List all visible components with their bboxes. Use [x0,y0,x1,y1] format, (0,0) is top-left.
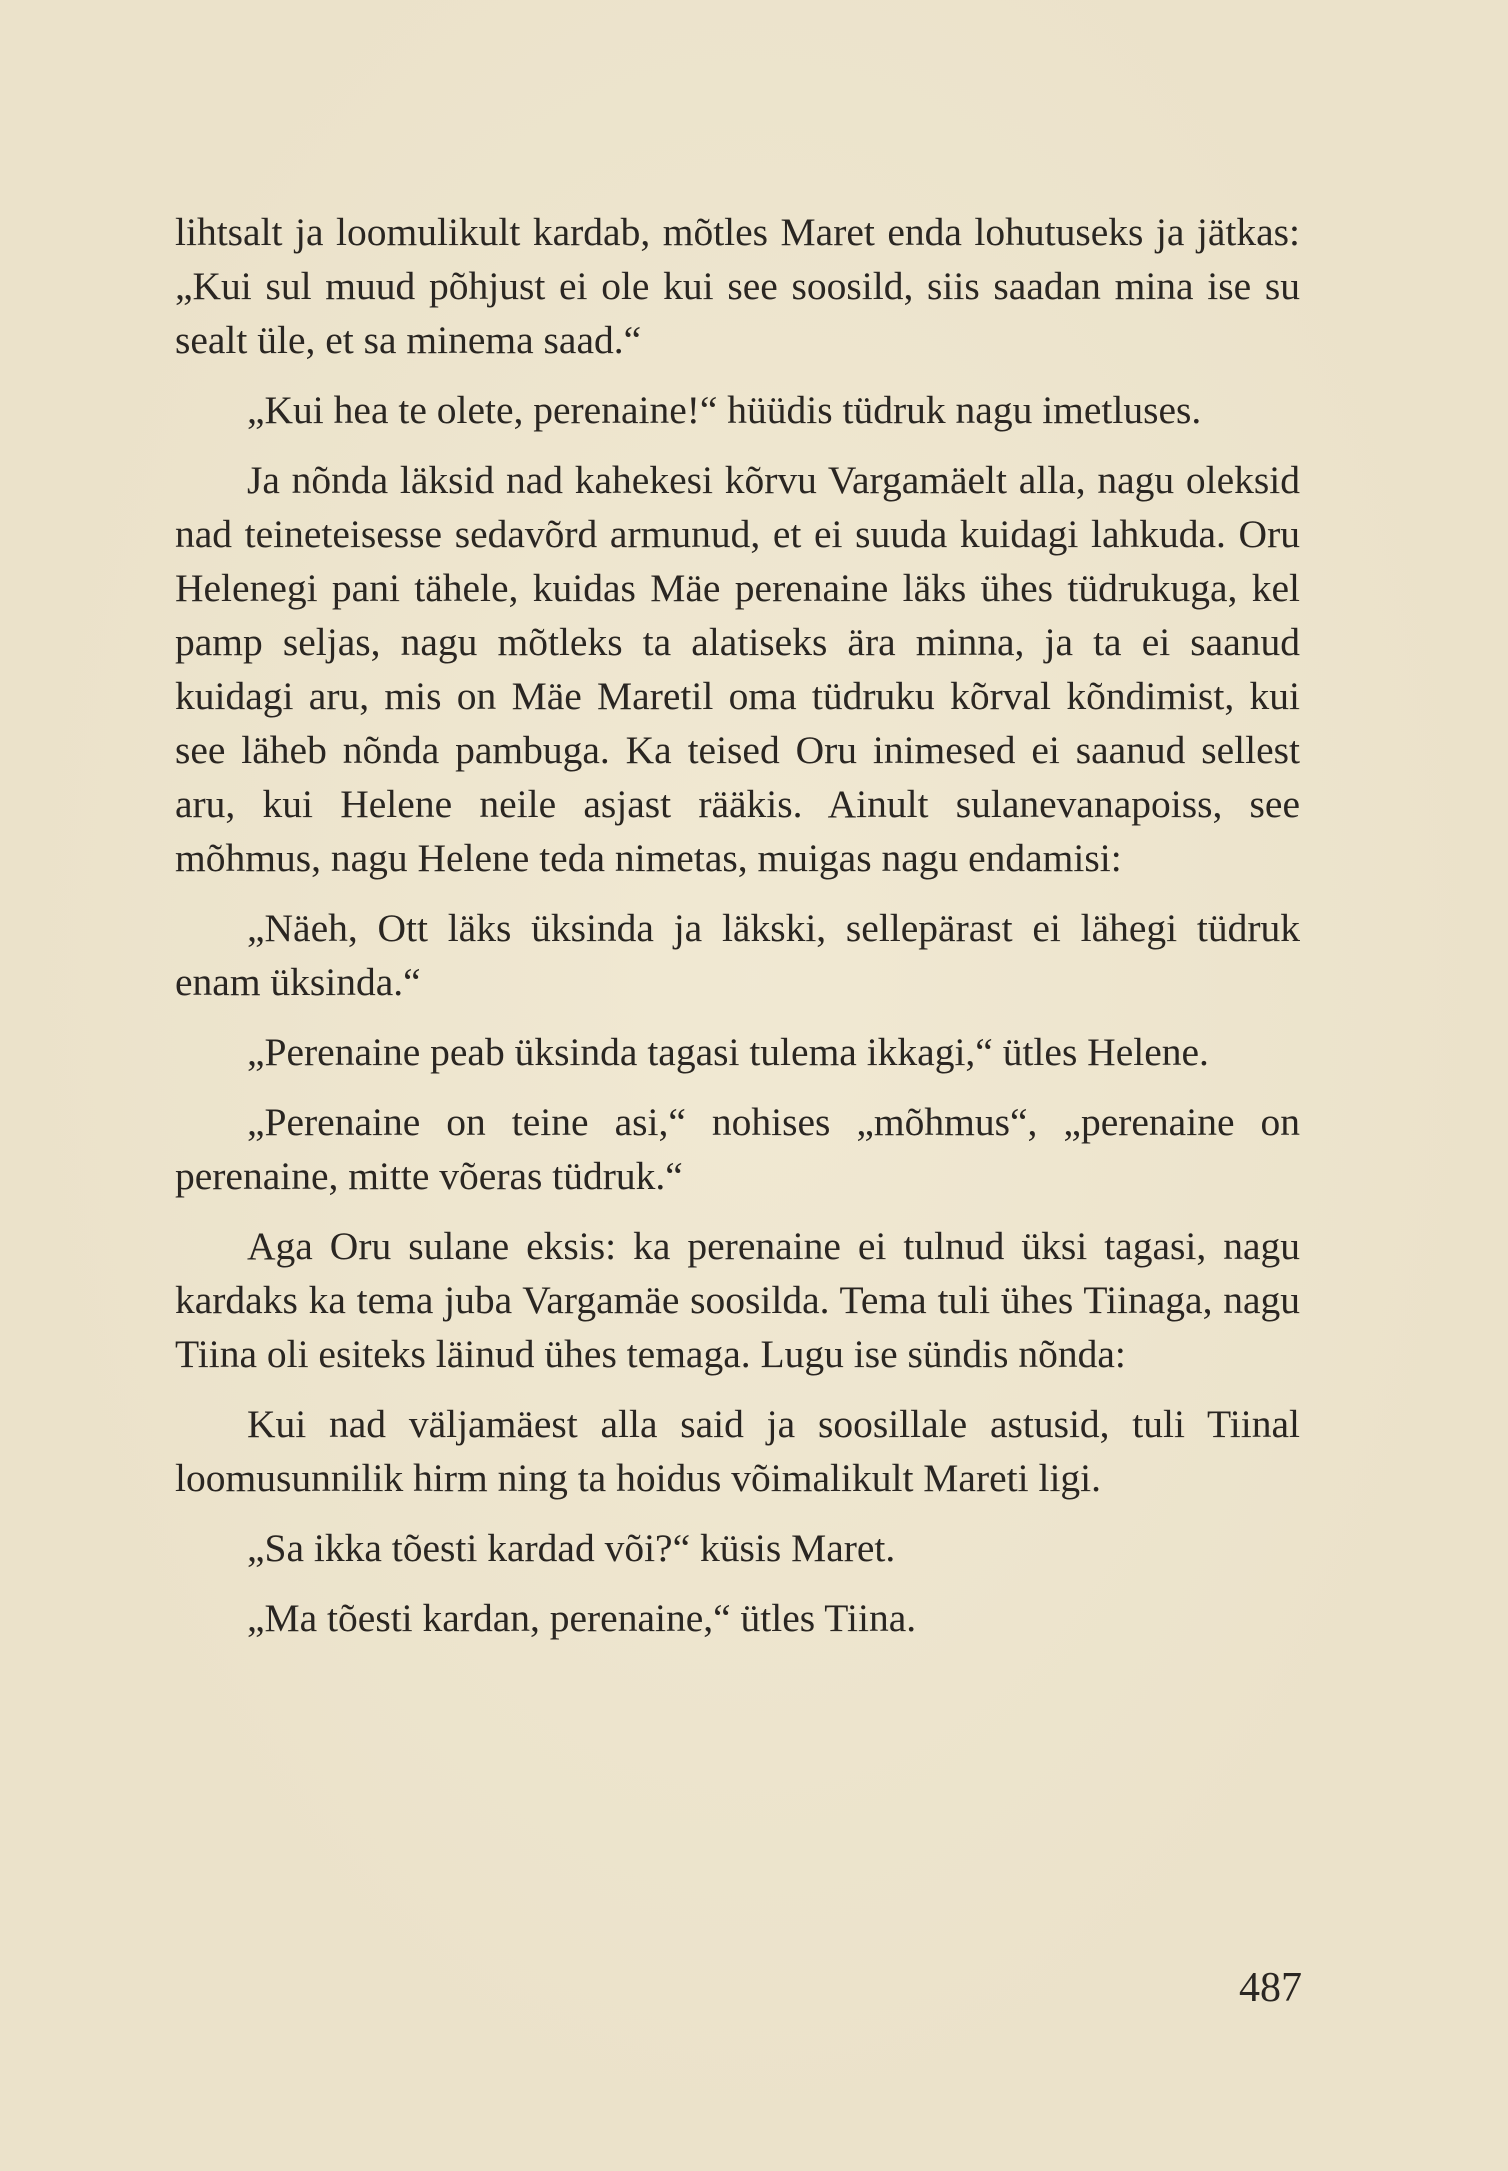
page-number: 487 [1239,1965,1302,2011]
paragraph: „Näeh, Ott läks üksinda ja läkski, sellepärast ei lähegi tüdruk enam üksinda.“ [175,906,1300,1004]
paragraph: „Sa ikka tõesti kardad või?“ küsis Maret. [247,1526,896,1570]
paragraph: lihtsalt ja loomulikult kardab, mõtles Maret enda lohutuseks ja jätkas: „Kui sul muud põhjust ei ole kui see soosild, siis saadan mina ise su sealt üle, et sa minema saad.“ [175,210,1300,362]
page-text [175,205,1300,1645]
paragraph: Aga Oru sulane eksis: ka perenaine ei tulnud üksi tagasi, nagu kardaks ka tema juba Vargamäe soosilda. Tema tuli ühes Tiinaga, nagu Tiina oli esiteks läinud ühes temaga. Lugu ise sündis nõnda: [175,1224,1300,1376]
paragraph: „Kui hea te olete, perenaine!“ hüüdis tüdruk nagu imetluses. [247,388,1202,432]
paragraph: „Perenaine peab üksinda tagasi tulema ikkagi,“ ütles Helene. [247,1030,1209,1074]
paragraph: Kui nad väljamäest alla said ja soosillale astusid, tuli Tiinal loomusunnilik hirm ning ta hoidus võimalikult Mareti ligi. [175,1402,1300,1500]
paragraph: „Ma tõesti kardan, perenaine,“ ütles Tiina. [247,1596,917,1640]
paragraph: Ja nõnda läksid nad kahekesi kõrvu Vargamäelt alla, nagu oleksid nad teineteisesse sedavõrd armunud, et ei suuda kuidagi lahkuda. Oru Helenegi pani tähele, kuidas Mäe perenaine läks ühes tüdrukuga, kel pamp seljas, nagu mõtleks ta alatiseks ära minna, ja ta ei saanud kuidagi aru, mis on Mäe Maretil oma tüdruku kõrval kõndimist, kui see läheb nõnda pambuga. Ka teised Oru inimesed ei saanud sellest aru, kui Helene neile asjast rääkis. Ainult sulanevanapoiss, see mõhmus, nagu Helene teda nimetas, muigas nagu endamisi: [175,458,1300,880]
paragraph: „Perenaine on teine asi,“ nohises „mõhmus“, „perenaine on perenaine, mitte võeras tüdruk.“ [175,1100,1300,1198]
